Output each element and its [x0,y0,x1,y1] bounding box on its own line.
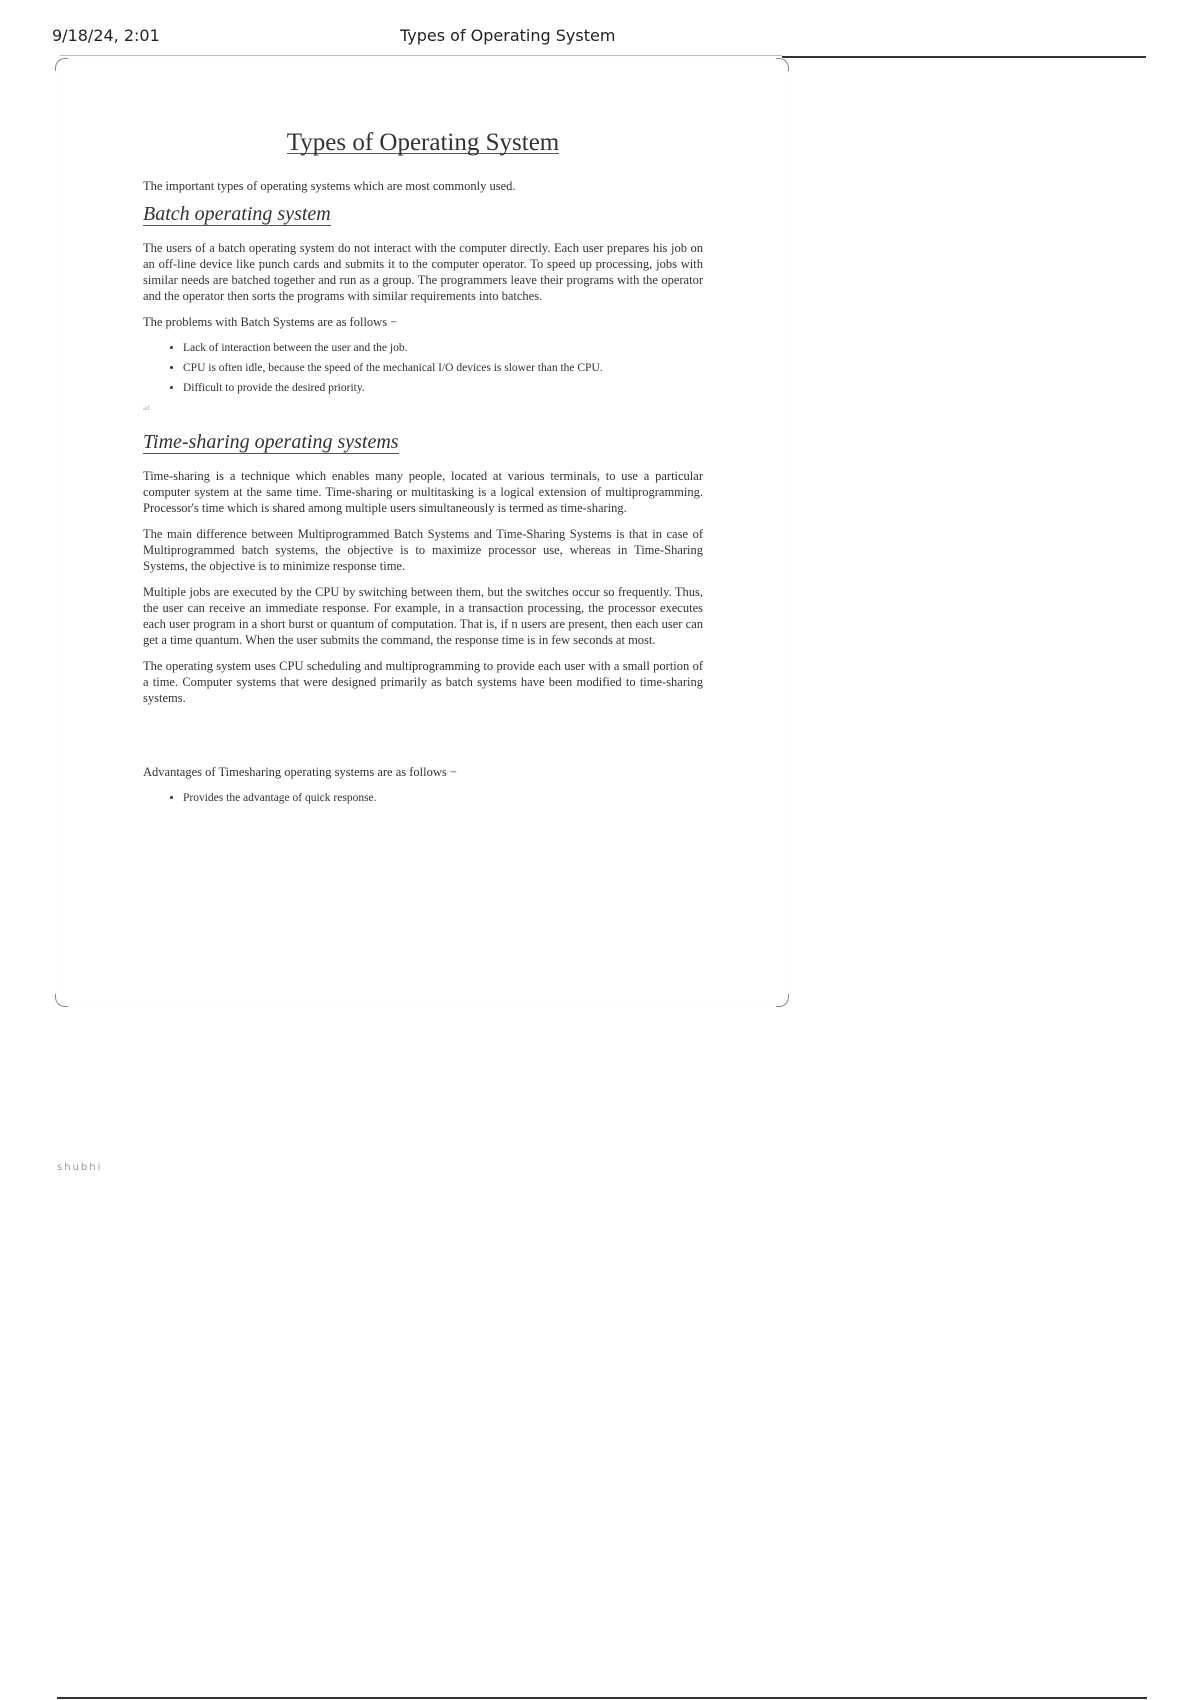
list-item: • Lack of interaction between the user and the job. [183,340,703,356]
small-ad-mark: ad [143,404,150,412]
intro-paragraph: The important types of operating systems which are most commonly used. [143,179,516,193]
timesharing-paragraph-1: Time-sharing is a technique which enables many people, located at various terminals, to use a particular computer system at the same time. Time-sharing or multitasking is a logical extension of multiprogramming. Processor's time which is shared among multiple users simultaneously is termed as time-sharing. [143,469,703,515]
scanned-page [57,60,787,1005]
list-item: • Difficult to provide the desired priority. [183,380,703,396]
header-divider-left [60,55,782,56]
section-heading-timesharing-text: Time-sharing operating systems [143,431,399,453]
timesharing-paragraph-4: The operating system uses CPU scheduling and multiprogramming to provide each user with a small portion of a time. Computer systems that were designed primarily as batch systems have been modified to time-sharing systems. [143,659,703,705]
document-title-text: Types of Operating System [286,129,560,156]
spacer [143,716,703,764]
batch-paragraph-1: The users of a batch operating system do not interact with the computer directly. Each user prepares his job on an off-line device like punch cards and submits it to the computer operator. To speed up processing, jobs with similar needs are batched together and run as a group. The programmers leave their programs with the operator and the operator then sorts the programs with similar requirements into batches. [143,241,703,303]
faint-footer-text: shubhi [57,1162,103,1173]
page-corner-bottom-left [55,994,68,1007]
list-item: • Provides the advantage of quick response. [183,790,703,806]
batch-paragraph-2: The problems with Batch Systems are as follows − [143,315,398,329]
section-heading-batch [143,203,703,226]
page-corner-top-right [776,58,789,71]
page-corner-bottom-right [776,994,789,1007]
timesharing-paragraph-3: Multiple jobs are executed by the CPU by switching between them, but the switches occur so frequently. Thus, the user can receive an immediate response. For example, in a transaction processing, the processor executes each user program in a short burst or quantum of computation. That is, if n users are present, then each user can get a time quantum. When the user submits the command, the response time is in few seconds at most. [143,585,703,647]
print-header [52,26,1142,48]
document-title [143,129,703,156]
print-date: 9/18/24, 2:01 [52,26,160,45]
advantages-list [143,790,703,806]
footer-divider [57,1697,1147,1699]
batch-problems-list [143,340,703,396]
section-heading-batch-text: Batch operating system [143,203,331,225]
list-item: • CPU is often idle, because the speed of the mechanical I/O devices is slower than the CPU. [183,360,703,376]
print-title: Types of Operating System [400,26,616,45]
header-divider-right [782,56,1146,58]
section-heading-timesharing [143,431,703,454]
document-content [143,129,703,812]
timesharing-paragraph-2: The main difference between Multiprogrammed Batch Systems and Time-Sharing Systems is that in case of Multiprogrammed batch systems, the objective is to maximize processor use, whereas in Time-Sharing Systems, the objective is to minimize response time. [143,527,703,573]
advantages-intro: Advantages of Timesharing operating systems are as follows − [143,765,457,779]
page-corner-top-left [55,58,68,71]
